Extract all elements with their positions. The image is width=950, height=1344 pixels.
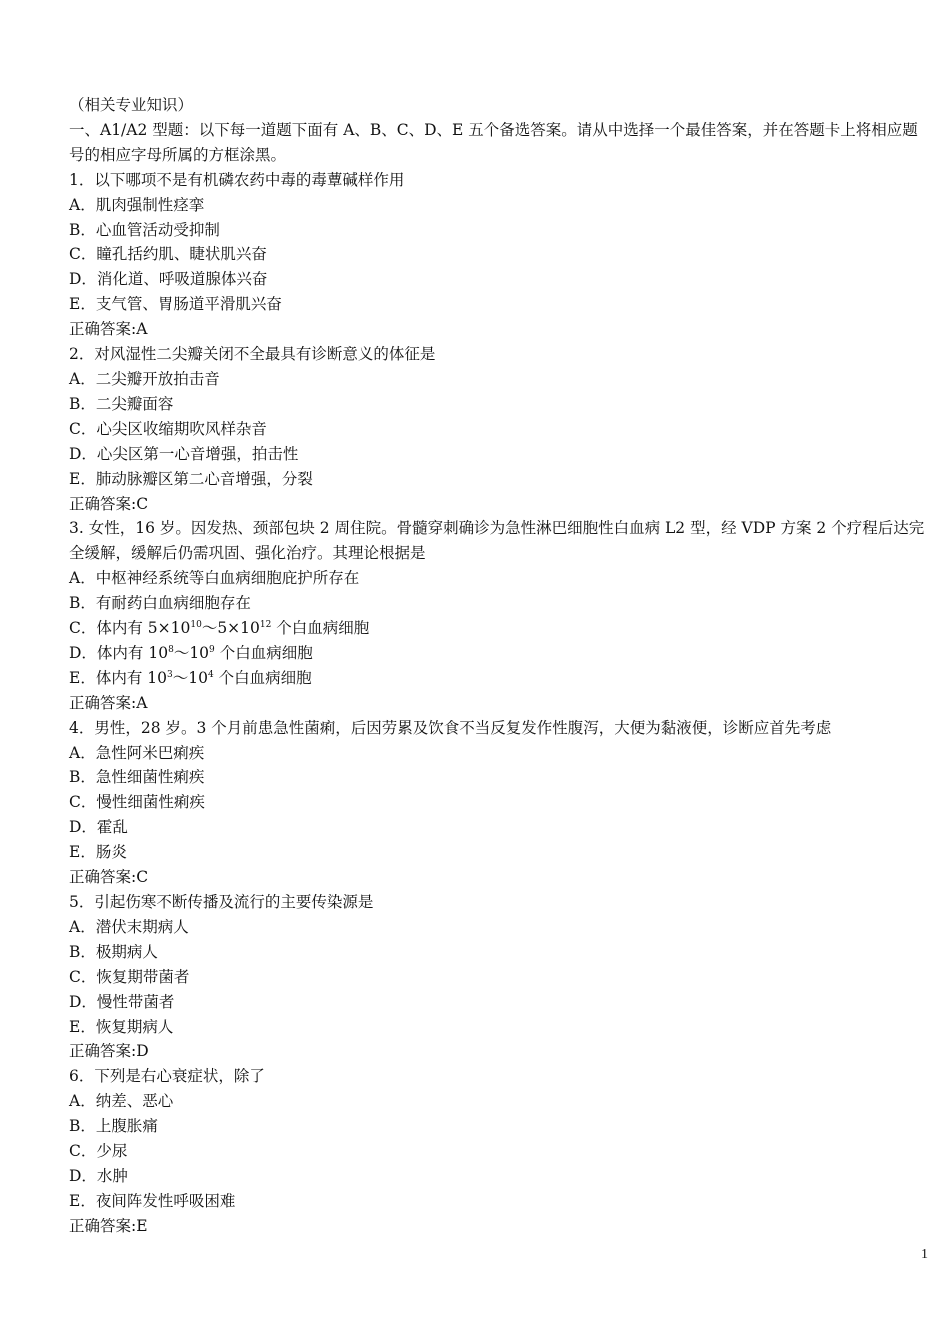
question-2 bbox=[69, 342, 931, 516]
correct-answer: 正确答案:C bbox=[69, 868, 149, 887]
question-6 bbox=[69, 1064, 931, 1238]
correct-answer: 正确答案:E bbox=[69, 1216, 148, 1235]
option-d: D．慢性带菌者 bbox=[69, 992, 175, 1011]
option-e: E．肠炎 bbox=[69, 843, 127, 862]
section-header: （相关专业知识） bbox=[69, 96, 194, 114]
option-c: C．慢性细菌性痢疾 bbox=[69, 793, 205, 812]
option-d: D．消化道、呼吸道腺体兴奋 bbox=[69, 270, 268, 289]
document-page bbox=[69, 93, 931, 1239]
question-stem: 6．下列是右心衰症状，除了 bbox=[69, 1067, 265, 1086]
option-c: C．恢复期带菌者 bbox=[69, 967, 190, 986]
question-stem: 3. 女性，16 岁。因发热、颈部包块 2 周住院。骨髓穿刺确诊为急性淋巴细胞性白血病 L2 型，经 VDP 方案 2 个疗程后达完全缓解，缓解后仍需巩固、强化治疗。其理论根据是 bbox=[69, 519, 925, 563]
option-a: A．肌肉强制性痉挛 bbox=[69, 195, 205, 214]
option-e: E．支气管、胃肠道平滑肌兴奋 bbox=[69, 295, 282, 314]
option-b: B．极期病人 bbox=[69, 942, 158, 961]
question-stem: 4．男性，28 岁。3 个月前患急性菌痢，后因劳累及饮食不当反复发作性腹泻，大便为黏液便，诊断应首先考虑 bbox=[69, 718, 832, 737]
option-c: C．体内有 $5\times 10^{10}\sim 5\times 10^{12}$ 个白血病细胞 bbox=[69, 619, 370, 638]
correct-answer: 正确答案:A bbox=[69, 320, 148, 339]
option-d: D．霍乱 bbox=[69, 818, 128, 837]
option-a: A．中枢神经系统等白血病细胞庇护所存在 bbox=[69, 569, 360, 588]
option-a: A．纳差、恶心 bbox=[69, 1092, 174, 1111]
option-b: B．有耐药白血病细胞存在 bbox=[69, 594, 251, 613]
option-d: D．心尖区第一心音增强，拍击性 bbox=[69, 444, 299, 463]
option-e: E．体内有 $10^3\sim 10^4$ 个白血病细胞 bbox=[69, 668, 312, 687]
question-stem: 1．以下哪项不是有机磷农药中毒的毒蕈碱样作用 bbox=[69, 170, 405, 189]
option-b: B．上腹胀痛 bbox=[69, 1117, 158, 1136]
option-c: C．心尖区收缩期吹风样杂音 bbox=[69, 419, 267, 438]
question-4 bbox=[69, 716, 931, 890]
question-5 bbox=[69, 890, 931, 1064]
correct-answer: 正确答案:A bbox=[69, 693, 148, 712]
option-b: B．急性细菌性痢疾 bbox=[69, 768, 205, 787]
correct-answer: 正确答案:D bbox=[69, 1042, 149, 1061]
correct-answer: 正确答案:C bbox=[69, 494, 149, 513]
question-3 bbox=[69, 516, 931, 715]
option-b: B．心血管活动受抑制 bbox=[69, 220, 220, 239]
option-a: A．潜伏末期病人 bbox=[69, 917, 189, 936]
page-number: 1 bbox=[921, 1247, 928, 1262]
option-d: D．体内有 $10^8\sim 10^9$ 个白血病细胞 bbox=[69, 643, 313, 662]
option-e: E．肺动脉瓣区第二心音增强，分裂 bbox=[69, 469, 313, 488]
option-d: D．水肿 bbox=[69, 1166, 128, 1185]
option-e: E．恢复期病人 bbox=[69, 1017, 174, 1036]
question-1 bbox=[69, 168, 931, 342]
instructions: 一、A1/A2 型题：以下每一道题下面有 A、B、C、D、E 五个备选答案。请从中选择一个最佳答案，并在答题卡上将相应题号的相应字母所属的方框涂黑。 bbox=[69, 120, 918, 164]
option-b: B．二尖瓣面容 bbox=[69, 394, 174, 413]
option-c: C．瞳孔括约肌、睫状肌兴奋 bbox=[69, 245, 267, 264]
option-a: A．二尖瓣开放拍击音 bbox=[69, 369, 220, 388]
question-stem: 5．引起伤寒不断传播及流行的主要传染源是 bbox=[69, 893, 374, 911]
question-stem: 2．对风湿性二尖瓣关闭不全最具有诊断意义的体征是 bbox=[69, 345, 436, 364]
option-a: A．急性阿米巴痢疾 bbox=[69, 743, 205, 762]
option-c: C．少尿 bbox=[69, 1142, 128, 1161]
option-e: E．夜间阵发性呼吸困难 bbox=[69, 1191, 236, 1210]
